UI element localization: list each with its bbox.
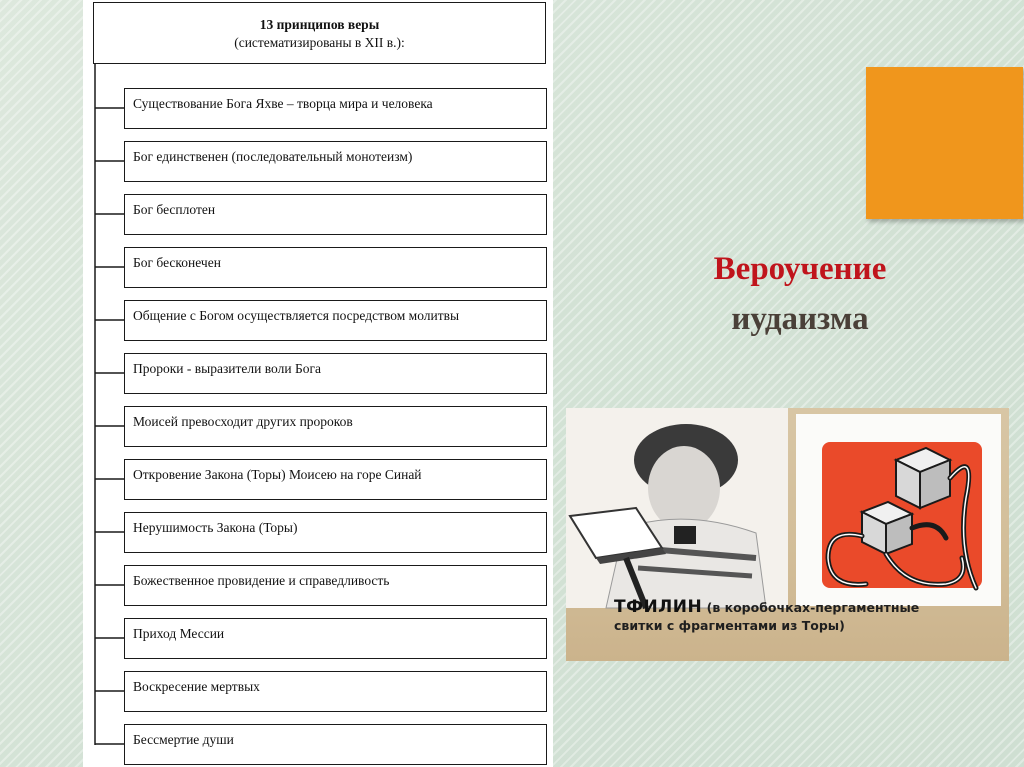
orange-accent-square [866, 67, 1023, 219]
diagram-header [93, 2, 546, 64]
principle-item-12: Воскресение мертвых [124, 671, 547, 712]
principle-item-10: Божественное провидение и справедливость [124, 565, 547, 606]
principle-item-6: Пророки - выразители воли Бога [124, 353, 547, 394]
principles-diagram [83, 0, 553, 767]
principle-item-8: Откровение Закона (Торы) Моисею на горе Синай [124, 459, 547, 500]
tefillin-caption [614, 598, 944, 635]
caption-text: (в коробочках-пергаментные свитки с фрагментами из Торы) [614, 600, 920, 633]
caption-title: ТФИЛИН [614, 597, 703, 617]
principle-item-7: Моисей превосходит других пророков [124, 406, 547, 447]
diagram-subtitle: (систематизированы в XII в.): [234, 35, 405, 50]
principle-item-5: Общение с Богом осуществляется посредством молитвы [124, 300, 547, 341]
principle-item-11: Приход Мессии [124, 618, 547, 659]
principle-item-2: Бог единственен (последовательный монотеизм) [124, 141, 547, 182]
title-line-2: иудаизма [731, 301, 869, 337]
title-line-1: Вероучение [713, 251, 887, 287]
diagram-title: 13 принципов веры [259, 17, 380, 32]
tefillin-illustration [566, 408, 1009, 661]
principle-item-9: Нерушимость Закона (Торы) [124, 512, 547, 553]
principle-item-13: Бессмертие души [124, 724, 547, 765]
principle-item-3: Бог бесплотен [124, 194, 547, 235]
principle-item-1: Существование Бога Яхве – творца мира и человека [124, 88, 547, 129]
principle-item-4: Бог бесконечен [124, 247, 547, 288]
slide-title [660, 244, 940, 344]
